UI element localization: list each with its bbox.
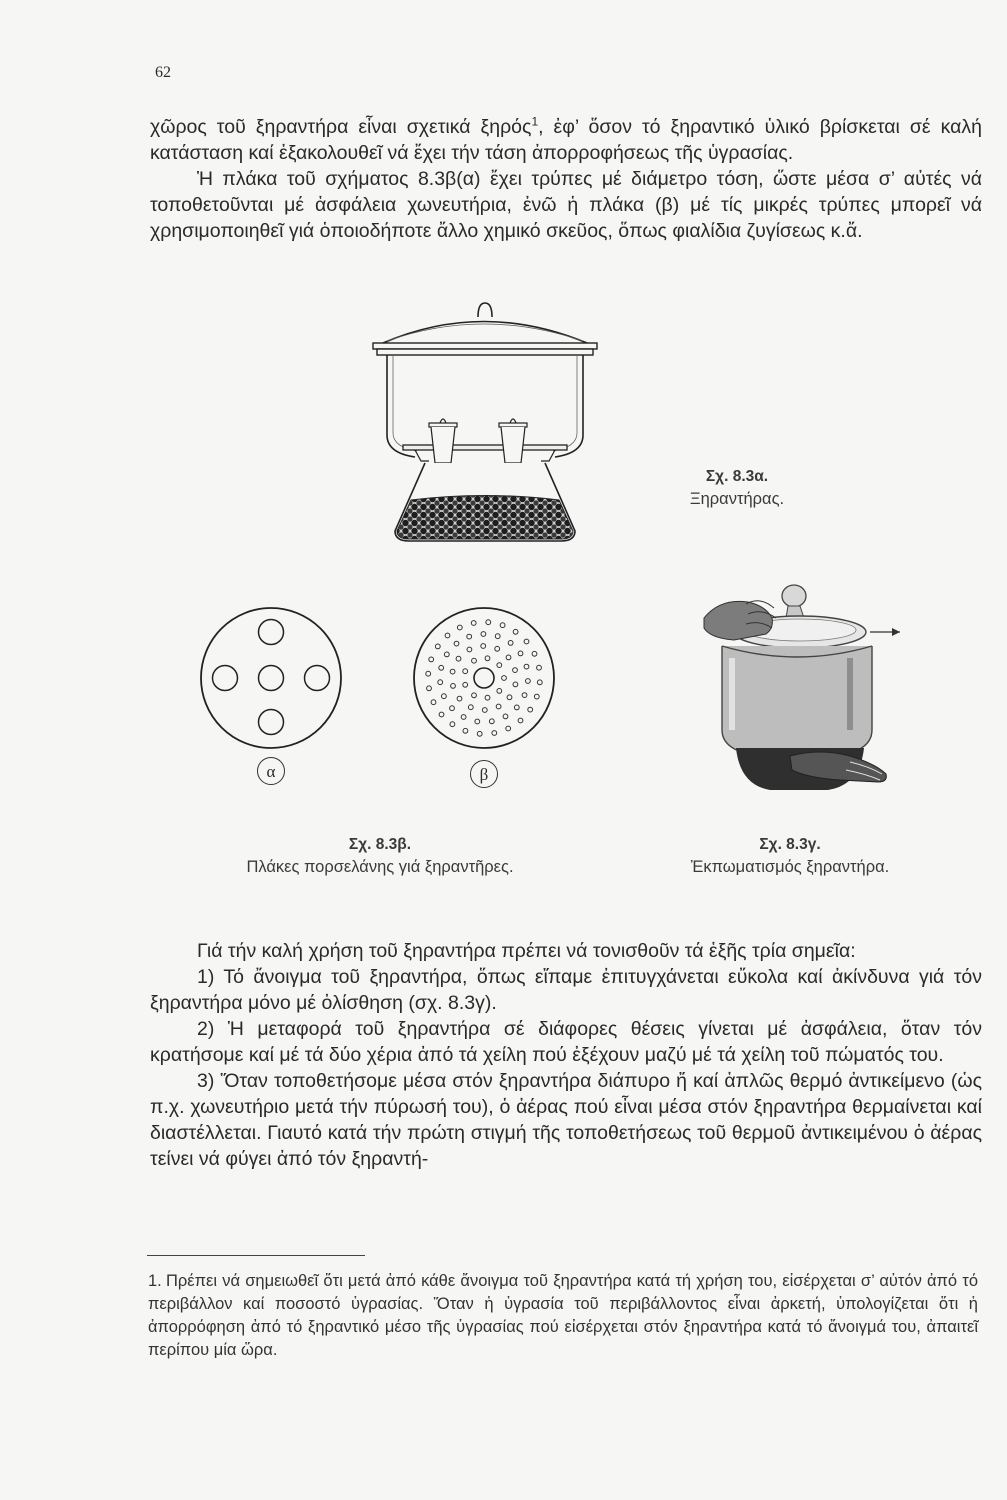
- footnote-mark: 1: [531, 114, 539, 129]
- body-text: [150, 938, 982, 1172]
- small-hole: [472, 693, 477, 698]
- small-hole: [526, 679, 531, 684]
- small-hole: [450, 706, 455, 711]
- small-hole: [537, 680, 542, 685]
- small-hole: [442, 694, 447, 699]
- footnote: [148, 1270, 978, 1362]
- small-hole: [514, 705, 519, 710]
- small-hole: [481, 644, 486, 649]
- small-hole: [518, 651, 523, 656]
- small-hole: [513, 629, 518, 634]
- small-hole: [463, 728, 468, 733]
- crucible-right: [499, 419, 527, 463]
- small-hole: [482, 708, 487, 713]
- small-hole: [435, 644, 440, 649]
- plate-label-beta: β: [470, 760, 498, 788]
- figure-caption-8-3b: [180, 834, 580, 878]
- small-hole: [492, 731, 497, 736]
- figure-number: Σχ. 8.3β.: [348, 836, 412, 853]
- small-hole: [522, 693, 527, 698]
- small-hole: [528, 707, 533, 712]
- small-hole: [472, 658, 477, 663]
- crucible-left: [429, 419, 457, 463]
- small-hole: [497, 663, 502, 668]
- small-hole: [450, 722, 455, 727]
- paragraph-1: χῶρος τοῦ ξηραντήρα εἶναι σχετικά ξηρός$^1$, ἐφ’ ὅσον τό ξηραντικό ὑλικό βρίσκεται σέ καλή κατάσταση καί ἐξακολουθεῖ νά ἔχει τήν τάση ἀπορροφήσεως τῆς ὑγρασίας.: [150, 114, 982, 164]
- small-hole: [502, 676, 507, 681]
- small-hole: [534, 694, 539, 699]
- small-hole: [457, 696, 462, 701]
- small-hole: [427, 686, 432, 691]
- top-text: [150, 114, 982, 244]
- small-hole: [506, 726, 511, 731]
- desiccator-illustration: [365, 295, 605, 550]
- small-hole: [500, 623, 505, 628]
- small-hole: [532, 651, 537, 656]
- paragraph-2: Ἡ πλάκα τοῦ σχήματος 8.3β(α) ἔχει τρύπες μέ διάμετρο τόση, ὥστε μέσα σ’ αὐτές νά τοποθετοῦνται μέ ἀσφάλεια χωνευτήρια, ἐνῶ ἡ πλάκα (β) μέ τίς μικρές τρύπες μπορεῖ νά χρησιμοποιηθεῖ γιά ὁποιοδήποτε ἄλλο χημικό σκεῦος, ὅπως φιαλίδια ζυγίσεως κ.ἄ.: [150, 168, 982, 242]
- small-hole: [445, 633, 450, 638]
- small-hole: [463, 669, 468, 674]
- small-hole: [497, 689, 502, 694]
- small-hole: [486, 620, 491, 625]
- small-hole: [461, 715, 466, 720]
- small-hole: [513, 668, 518, 673]
- small-hole: [524, 639, 529, 644]
- small-hole: [444, 652, 449, 657]
- small-hole: [495, 646, 500, 651]
- body-point-3: 3) Ὅταν τοποθετήσομε μέσα στόν ξηραντήρα διάπυρο ἤ καί ἁπλῶς θερμό ἀντικείμενο (ὡς π.χ. χωνευτήριο μετά τήν πύρωσή του), ὁ ἀέρας πού εἶναι μέσα στόν ξηραντήρα θερμαίνεται καί διαστέλλεται. Γιαυτό κατά τήν πρώτη στιγμή τῆς τοποθετήσεως τοῦ θερμοῦ ἀντικειμένου ὁ ἀέρας τείνει νά φύγει ἀπό τόν ξηραντή-: [150, 1070, 982, 1170]
- desiccator-opening-illustration: [700, 580, 910, 800]
- figure-title: Ξηραντήρας.: [689, 490, 785, 508]
- body-intro: Γιά τήν καλή χρήση τοῦ ξηραντήρα πρέπει νά τονισθοῦν τά ἑξῆς τρία σημεῖα:: [197, 940, 856, 962]
- small-hole: [471, 621, 476, 626]
- figure-caption-8-3c: [640, 834, 940, 878]
- small-hole: [513, 682, 518, 687]
- footnote-number: 1.: [148, 1272, 162, 1290]
- small-hole: [426, 671, 431, 676]
- body-point-2: 2) Ἡ μεταφορά τοῦ ξηραντήρα σέ διάφορες θέσεις γίνεται μέ ἀσφάλεια, ὅταν τόν κρατήσομε καί μέ τά δύο χέρια ἀπό τά χείλη πού ἐξέχουν μαζύ μέ τά χείλη τοῦ πώματός του.: [150, 1018, 982, 1066]
- small-hole: [481, 632, 486, 637]
- small-hole: [485, 656, 490, 661]
- figure-caption-8-3a: [662, 466, 812, 510]
- small-hole: [537, 665, 542, 670]
- small-hole: [438, 680, 443, 685]
- small-hole: [495, 634, 500, 639]
- footnote-rule: [147, 1255, 365, 1256]
- small-hole: [508, 641, 513, 646]
- porcelain-plate-small-holes: [411, 605, 557, 751]
- small-hole: [467, 634, 472, 639]
- small-hole: [463, 682, 468, 687]
- small-hole: [439, 712, 444, 717]
- small-hole: [503, 714, 508, 719]
- small-hole: [431, 700, 436, 705]
- small-hole: [450, 669, 455, 674]
- small-hole: [489, 719, 494, 724]
- figure-title: Ἐκπωματισμός ξηραντήρα.: [690, 858, 890, 876]
- small-hole: [456, 656, 461, 661]
- small-hole: [454, 641, 459, 646]
- porcelain-plate-large-holes: [198, 605, 344, 751]
- footnote-text: Πρέπει νά σημειωθεῖ ὅτι μετά ἀπό κάθε ἄνοιγμα τοῦ ξηραντήρα κατά τή χρήση του, εἰσέρχεται σ’ αὐτόν ἀπό τό περιβάλλον καί ποσοστό ὑγρασίας. Ὅταν ἡ ὑγρασία τοῦ περιβάλλοντος εἶναι ἀρκετή, ὑπολογίζεται ὅτι ἡ ἀπορρόφηση ἀπό τό ξηραντικό μέσο τῆς ὑγρασίας πού εἰσέρχεται στόν ξηραντήρα κατά τό ἄνοιγμά του, ἀπαιτεῖ περίπου μία ὥρα.: [148, 1272, 978, 1359]
- small-hole: [439, 665, 444, 670]
- small-hole: [506, 655, 511, 660]
- small-hole: [467, 647, 472, 652]
- body-point-1: 1) Τό ἄνοιγμα τοῦ ξηραντήρα, ὅπως εἴπαμε ἐπιτυγχάνεται εὔκολα καί ἀκίνδυνα γιά τόν ξηραντήρα μόνο μέ ὀλίσθηση (σχ. 8.3γ).: [150, 966, 982, 1014]
- small-hole: [485, 695, 490, 700]
- small-hole: [451, 684, 456, 689]
- figure-title: Πλάκες πορσελάνης γιά ξηραντῆρες.: [246, 858, 514, 876]
- small-hole: [429, 657, 434, 662]
- small-hole: [475, 719, 480, 724]
- figure-number: Σχ. 8.3α.: [705, 468, 769, 485]
- plate-label-alpha: α: [257, 757, 285, 785]
- small-hole: [496, 704, 501, 709]
- small-hole: [507, 695, 512, 700]
- small-hole: [518, 718, 523, 723]
- page-number: 62: [155, 64, 171, 81]
- small-hole: [468, 705, 473, 710]
- figure-number: Σχ. 8.3γ.: [759, 836, 821, 853]
- small-hole: [477, 731, 482, 736]
- small-hole: [457, 625, 462, 630]
- small-hole: [524, 664, 529, 669]
